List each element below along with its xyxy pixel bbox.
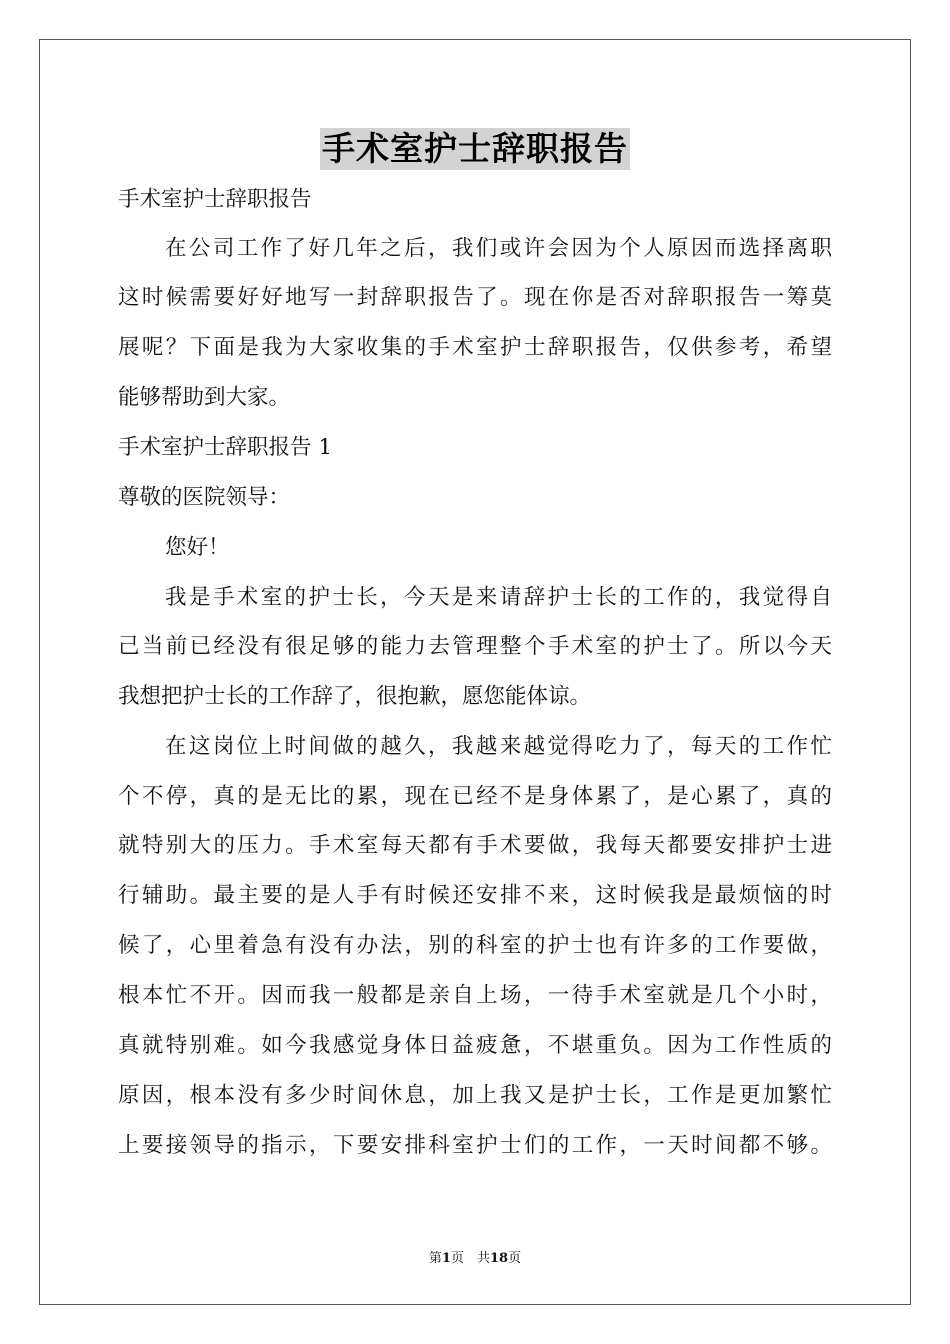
page-footer [0,1247,950,1266]
paragraph1-line: 我是手术室的护士长，今天是来请辞护士长的工作的，我觉得自 [165,585,832,610]
paragraph1-line: 己当前已经没有很足够的能力去管理整个手术室的护士了。所以今天 [118,634,832,659]
footer-page-current: 1 [441,1251,451,1266]
intro-line: 展呢？下面是我为大家收集的手术室护士辞职报告，仅供参考，希望 [118,335,832,360]
document-title-wrap [0,128,950,170]
footer-page-mid: 页 共 [450,1251,490,1266]
paragraph2-line: 真就特别难。如今我感觉身体日益疲惫，不堪重负。因为工作性质的 [118,1033,832,1058]
paragraph2-line: 原因，根本没有多少时间休息，加上我又是护士长，工作是更加繁忙 [118,1083,832,1108]
paragraph2-line: 个不停，真的是无比的累，现在已经不是身体累了，是心累了，真的 [118,784,832,809]
paragraph2-line: 就特别大的压力。手术室每天都有手术要做，我每天都要安排护士进 [118,833,832,858]
intro-line: 在公司工作了好几年之后，我们或许会因为个人原因而选择离职 [165,236,832,261]
paragraph2-line: 根本忙不开。因而我一般都是亲自上场，一待手术室就是几个小时， [118,983,832,1008]
paragraph2-line: 候了，心里着急有没有办法，别的科室的护士也有许多的工作要做， [118,933,832,958]
paragraph2-line: 上要接领导的指示，下要安排科室护士们的工作，一天时间都不够。 [118,1133,832,1158]
paragraph2-line: 行辅助。最主要的是人手有时候还安排不来，这时候我是最烦恼的时 [118,883,832,908]
greeting: 您好！ [165,535,230,560]
salutation: 尊敬的医院领导： [118,485,291,510]
intro-line: 这时候需要好好地写一封辞职报告了。现在你是否对辞职报告一筹莫 [118,285,832,310]
document-title: 手术室护士辞职报告 [322,129,628,168]
paragraph2-line: 在这岗位上时间做的越久，我越来越觉得吃力了，每天的工作忙 [165,734,832,759]
footer-page-prefix: 第 [428,1251,442,1266]
section-heading: 手术室护士辞职报告 1 [118,435,333,460]
subtitle: 手术室护士辞职报告 [118,187,312,212]
page-border [39,39,911,1305]
paragraph1-line: 我想把护士长的工作辞了，很抱歉，愿您能体谅。 [118,684,592,709]
footer-page-suffix: 页 [508,1251,522,1266]
intro-line: 能够帮助到大家。 [118,385,291,410]
footer-page-total: 18 [489,1251,509,1266]
